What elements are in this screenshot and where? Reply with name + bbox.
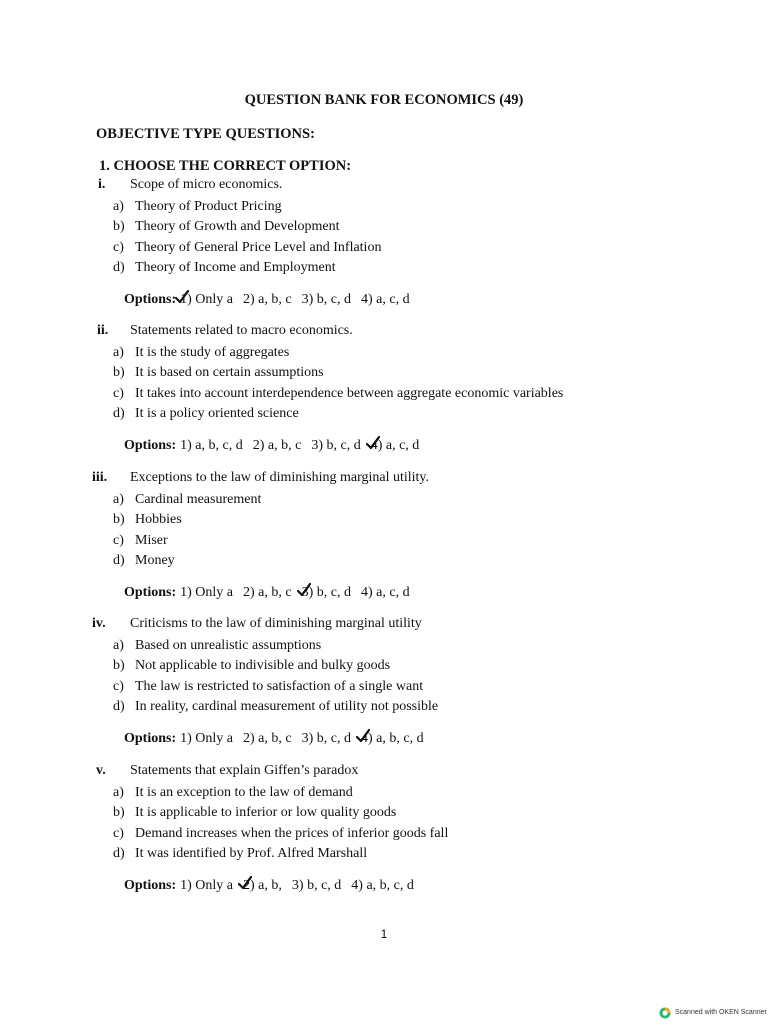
answer-item-letter: c)	[113, 825, 124, 841]
answer-item-letter: a)	[113, 492, 124, 507]
option-choice-text: 2) a, b, c	[243, 291, 292, 307]
option-choice	[371, 438, 420, 453]
answer-item-letter: b)	[113, 512, 125, 528]
option-choice	[311, 438, 360, 453]
option-choice	[253, 438, 302, 453]
question-number: iii.	[92, 470, 108, 485]
answer-item-text: Cardinal measurement	[135, 492, 262, 507]
answer-item-letter: d)	[113, 845, 125, 861]
option-choice	[180, 438, 243, 453]
answer-item-letter: d)	[113, 698, 125, 714]
answer-item-letter: a)	[113, 785, 124, 800]
option-choice-text: 1) Only a	[180, 584, 234, 600]
option-choice	[292, 878, 341, 893]
option-choice-text: 1) Only a	[180, 291, 234, 307]
answer-item-letter: a)	[113, 199, 124, 214]
option-choice	[243, 878, 282, 893]
option-choice-text: 3) b, c, d	[291, 877, 342, 893]
answer-item-text: The law is restricted to satisfaction of a single want	[135, 678, 424, 694]
subheading: OBJECTIVE TYPE QUESTIONS:	[96, 126, 315, 142]
option-choice	[243, 731, 292, 746]
answer-item-letter: c)	[113, 385, 124, 401]
answer-item-letter: b)	[113, 658, 125, 674]
answer-item-letter: a)	[113, 638, 124, 653]
option-choice-text: 1) Only a	[180, 730, 234, 746]
answer-item-text: It is an exception to the law of demand	[135, 785, 353, 800]
option-choice-text: 2) a, b, c	[243, 730, 292, 746]
options-label: Options:	[124, 584, 177, 600]
answer-item-text: Theory of Product Pricing	[135, 199, 282, 214]
scanner-text: Scanned with OKEN Scanner	[675, 1009, 767, 1016]
answer-item-text: Not applicable to indivisible and bulky goods	[135, 658, 391, 674]
options-line	[124, 436, 419, 456]
options-line	[124, 876, 414, 896]
option-choice-text: 4) a, b, c, d	[361, 730, 424, 746]
question-number: i.	[98, 177, 106, 192]
option-choice	[243, 585, 292, 600]
option-choice	[361, 585, 410, 600]
answer-item-text: In reality, cardinal measurement of utility not possible	[135, 698, 439, 714]
answer-item-text: Demand increases when the prices of inferior goods fall	[135, 825, 449, 841]
option-choice-text: 2) a, b, c	[252, 437, 302, 453]
question-text: Criticisms to the law of diminishing marginal utility	[130, 616, 422, 631]
option-choice-text: 3) b, c, d	[311, 437, 361, 453]
option-choice-text: 1) Only a	[180, 877, 234, 893]
options-line	[124, 290, 410, 310]
option-choice	[180, 292, 233, 307]
option-choice-text: 4) a, c, d	[370, 437, 420, 453]
answer-item-text: It is based on certain assumptions	[135, 365, 324, 381]
answer-item-letter: a)	[113, 345, 124, 360]
answer-item-letter: d)	[113, 552, 125, 568]
answer-item-text: Hobbies	[135, 512, 182, 528]
answer-item-text: It is a policy oriented science	[135, 405, 299, 421]
question-number: iv.	[92, 616, 106, 631]
option-choice	[302, 292, 351, 307]
question-number: ii.	[97, 323, 109, 338]
options-label: Options:	[124, 291, 177, 307]
answer-item-letter: b)	[113, 219, 125, 235]
answer-item-text: Based on unrealistic assumptions	[135, 638, 322, 653]
option-choice-text: 1) a, b, c, d	[180, 437, 243, 453]
answer-item-text: Theory of Income and Employment	[135, 259, 336, 275]
question-text: Statements related to macro economics.	[130, 323, 353, 338]
scanner-logo-icon	[659, 1007, 671, 1025]
answer-item-letter: c)	[113, 678, 124, 694]
answer-item-text: Miser	[135, 532, 168, 548]
answer-item-text: Theory of General Price Level and Inflation	[135, 239, 382, 255]
answer-item-letter: c)	[113, 532, 124, 548]
option-choice	[180, 731, 233, 746]
question-text: Exceptions to the law of diminishing marginal utility.	[130, 470, 430, 485]
option-choice-text: 4) a, b, c, d	[351, 877, 414, 893]
answer-item-letter: d)	[113, 259, 125, 275]
option-choice	[180, 585, 233, 600]
page-number: 1	[380, 927, 388, 941]
options-line	[124, 583, 410, 603]
options-label: Options:	[124, 437, 177, 453]
option-choice	[302, 731, 351, 746]
question-number: v.	[96, 763, 106, 778]
option-choice-text: 4) a, c, d	[361, 291, 410, 307]
answer-item-letter: c)	[113, 239, 124, 255]
option-choice	[302, 585, 351, 600]
option-choice	[361, 292, 410, 307]
question-text: Statements that explain Giffen’s paradox	[130, 763, 359, 778]
options-label: Options:	[124, 730, 177, 746]
option-choice	[351, 878, 414, 893]
option-choice-text: 4) a, c, d	[361, 584, 410, 600]
answer-item-letter: b)	[113, 365, 125, 381]
answer-item-text: Theory of Growth and Development	[135, 219, 340, 235]
options-line	[124, 729, 424, 749]
option-choice-text: 2) a, b, c	[243, 584, 292, 600]
answer-item-text: It was identified by Prof. Alfred Marshall	[135, 845, 368, 861]
question-text: Scope of micro economics.	[130, 177, 283, 192]
option-choice	[180, 878, 233, 893]
answer-item-letter: d)	[113, 405, 125, 421]
page-title: QUESTION BANK FOR ECONOMICS (49)	[244, 92, 524, 108]
answer-item-text: It is the study of aggregates	[135, 345, 290, 360]
option-choice-text: 3) b, c, d	[301, 730, 351, 746]
option-choice	[361, 731, 424, 746]
answer-item-text: Money	[135, 552, 175, 568]
answer-item-letter: b)	[113, 805, 125, 821]
answer-item-text: It takes into account interdependence between aggregate economic variables	[135, 385, 564, 401]
section-heading: 1. CHOOSE THE CORRECT OPTION:	[99, 158, 352, 174]
option-choice-text: 2) a, b,	[243, 877, 282, 893]
option-choice-text: 3) b, c, d	[301, 291, 351, 307]
answer-item-text: It is applicable to inferior or low quality goods	[135, 805, 397, 821]
option-choice	[243, 292, 292, 307]
option-choice-text: 3) b, c, d	[301, 584, 351, 600]
options-label: Options:	[124, 877, 177, 893]
